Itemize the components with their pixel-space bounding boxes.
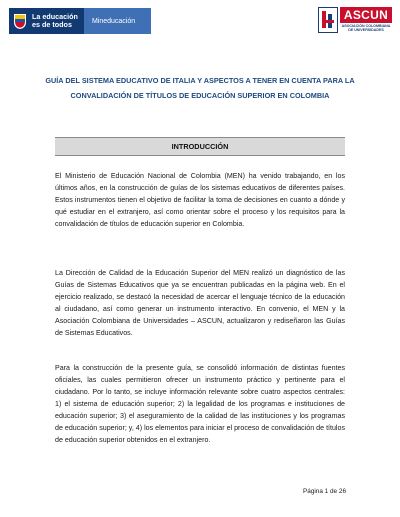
men-logo-left	[9, 8, 84, 34]
page-number: Página 1 de 26	[303, 488, 346, 495]
men-logo-line1: La educación	[32, 12, 78, 21]
ascun-emblem-icon	[318, 7, 338, 33]
men-logo-line2: es de todos	[32, 20, 72, 29]
intro-paragraph-1: El Ministerio de Educación Nacional de Colombia (MEN) ha venido trabajando, en los últimos años, en la construcción de guías de los sistemas educativos de diferentes países. Estos instrumentos tienen el objetivo de facilitar la toma de decisiones en cuanto a dónde y qué estudiar en el extranjero, así como orientar sobre el proceso y los requisitos para la convalidación de títulos de educación superior en Colombia.	[55, 172, 345, 228]
colombia-crest-icon	[12, 12, 28, 30]
ascun-logo	[318, 7, 392, 33]
section-heading: INTRODUCCIÓN	[55, 137, 345, 156]
intro-paragraph-3: Para la construcción de la presente guía, se consolidó información de distintas fuentes oficiales, las cuales permitieron ofrecer un instrumento práctico y pertinente para el ciudadano. Por lo tanto, se incluye información relevante sobre cuatro aspectos centrales: 1) el sistema de educación superior; 2) la legalidad de los programas e instituciones de educación superior; 3) el aseguramiento de la calidad de las instituciones y los programas de educación superior; y, 4) los elementos para iniciar el proceso de convalidación de títulos de educación superior obtenidos en el extranjero.	[55, 364, 345, 444]
document-title: GUÍA DEL SISTEMA EDUCATIVO DE ITALIA Y ASPECTOS A TENER EN CUENTA PARA LA CONVALIDACIÓN DE TÍTULOS DE EDUCACIÓN SUPERIOR EN COLOMBIA	[45, 76, 355, 100]
ascun-name: ASCUN	[340, 7, 392, 23]
men-logo-text	[32, 13, 78, 29]
intro-paragraph-2: La Dirección de Calidad de la Educación Superior del MEN realizó un diagnóstico de las Guías de Sistemas Educativos que ya se encuentran publicadas en la página web. En el ejercicio realizado, se destacó la necesidad de acercar el lenguaje técnico de la educación al ciudadano, así como generar un instrumento interactivo. En convenio, el MEN y la Asociación Colombiana de Universidades – ASCUN, actualizaron y rediseñaron las Guías de Sistemas Educativos.	[55, 269, 345, 337]
men-logo-right: Mineducación	[84, 8, 151, 34]
ascun-subtitle: ASOCIACIÓN COLOMBIANA DE UNIVERSIDADES	[341, 24, 391, 32]
mineducacion-logo	[9, 8, 151, 34]
